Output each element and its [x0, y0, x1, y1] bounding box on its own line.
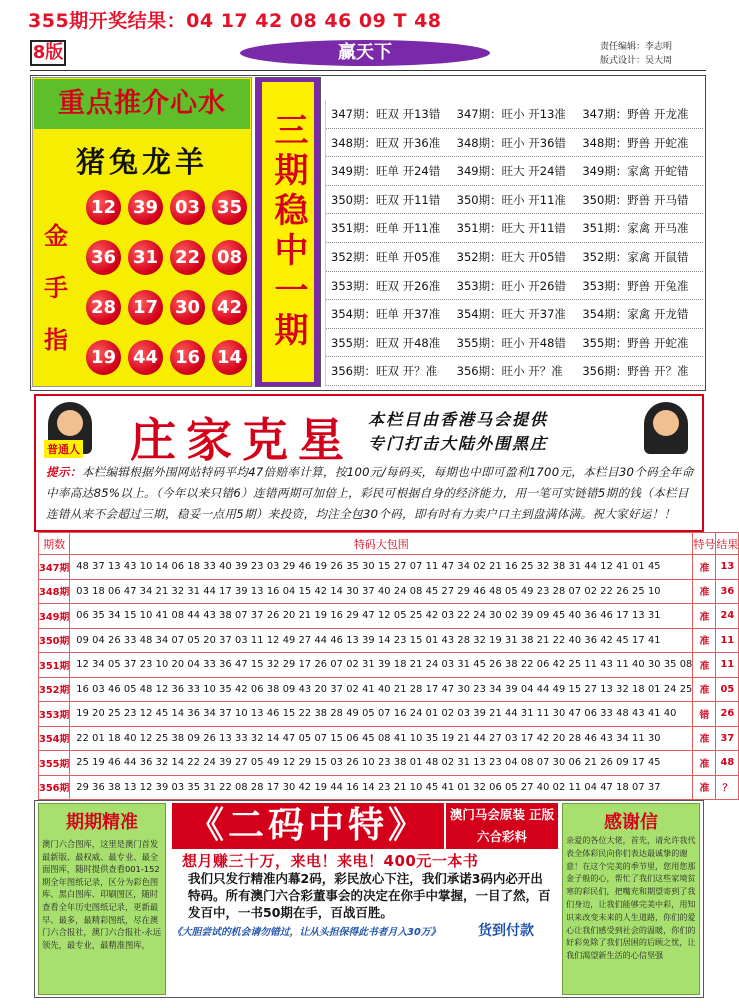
- record-cell: 356期：旺双 开？准: [331, 364, 438, 379]
- subtitle-line-2: 专门打击大陆外围黑庄: [368, 434, 549, 453]
- record-row: [326, 100, 703, 129]
- cod-label: 货到付款: [478, 923, 534, 939]
- number-ball: 36: [86, 240, 121, 275]
- number-ball: 30: [170, 290, 205, 325]
- record-row: [326, 214, 703, 243]
- record-cell: 350期：旺双 开11错: [331, 192, 441, 207]
- right-title: 感谢信: [604, 812, 658, 833]
- number-ball: 39: [128, 190, 163, 225]
- dealer-subtitle: [368, 408, 548, 456]
- ad-body: 我们只发行精准内幕2码，彩民放心下注，我们承诺3码内必开出特码。所有澳门六合彩董事会的决定在你手中掌握，一目了然，百发百中，一书50期在手，百战百胜。: [188, 871, 551, 920]
- number-ball: 22: [170, 240, 205, 275]
- record-cell: 352期：家禽 开鼠错: [582, 249, 689, 264]
- table-cell: 准: [693, 775, 716, 800]
- numbers-table: [38, 532, 739, 800]
- col-result: 结果: [716, 533, 739, 555]
- table-row: [39, 775, 739, 800]
- record-cell: 355期：野兽 开蛇准: [582, 335, 689, 350]
- record-cell: 355期：旺小 开48错: [456, 335, 566, 350]
- zodiac-list: 猪兔龙羊: [75, 145, 208, 179]
- tag-label: 普通人: [44, 440, 83, 458]
- table-row: [39, 604, 739, 629]
- record-cell: 348期：野兽 开蛇准: [582, 135, 689, 150]
- record-row: [326, 186, 703, 215]
- record-row: [326, 157, 703, 186]
- table-row: [39, 726, 739, 751]
- table-cell: 11: [716, 628, 739, 653]
- table-cell: 37: [716, 726, 739, 751]
- draw-result-header: 355期开奖结果：04 17 42 08 46 09 T 48: [28, 10, 442, 32]
- number-ball: 42: [212, 290, 247, 325]
- edition-badge: 8版: [30, 40, 66, 66]
- table-row: [39, 628, 739, 653]
- record-row: [326, 329, 703, 358]
- record-cell: 351期：旺大 开11错: [456, 221, 566, 236]
- left-text: 澳门六合图库，这里是澳门首发最新版、最权威、最专业、最全面图库，随时提供查看001-152期全年图纸记录，区分为彩色图库、黑白图库、印刷图区，随时查看全年历史图纸记录，更新最早、最多，最精彩图纸，尽在澳门六合报社，澳门六合报社-永远领先，最专业，最精准图库，: [42, 839, 162, 950]
- number-ball: 17: [128, 290, 163, 325]
- table-cell: 准: [693, 677, 716, 702]
- right-text: 亲爱的各位大佬，首先，请允许我代表全体彩民向你们表达最诚挚的谢意！在这个完美的季节里，您用您那金子般的心，帮忙了我们这些家境贫寒的彩民们，把嘴充和期望寄到了我们身边，让我们能够完美中彩，用知识来改变未来的人生道路，你们的爱心让我们感受到社会的温暖，你们的好彩免除了我们居困的后顾之忧，让我们渴望新生活的心信坚强: [566, 835, 696, 961]
- table-cell: 26: [716, 702, 739, 727]
- tip-label: 提示：: [46, 465, 82, 479]
- avatar-right: [644, 402, 688, 454]
- record-cell: 355期：旺双 开48准: [331, 335, 441, 350]
- banner-text: 三期稳中一期: [262, 82, 314, 382]
- record-cell: 353期：旺双 开26准: [331, 278, 441, 293]
- table-cell: ？: [716, 775, 739, 800]
- ad-hotline: 想月赚三十万，来电！来电！400元一本书: [182, 852, 479, 870]
- record-cell: 347期：旺双 开13错: [331, 107, 441, 121]
- col-period: 期数: [39, 533, 70, 555]
- table-cell: 错: [693, 702, 716, 727]
- table-cell: 353期: [39, 702, 70, 727]
- ribbon-title: 赢天下: [240, 40, 490, 66]
- gold-finger-label: 金手指: [44, 222, 68, 354]
- number-ball: 14: [212, 340, 247, 375]
- number-ball: 31: [128, 240, 163, 275]
- record-cell: 348期：旺小 开36错: [456, 135, 566, 150]
- record-cell: 350期：野兽 开马错: [582, 192, 689, 207]
- table-cell: 355期: [39, 751, 70, 776]
- record-cell: 351期：家禽 开马准: [582, 221, 689, 236]
- table-cell: 12 34 05 37 23 10 20 04 33 36 47 15 32 29 17 26 07 02 31 39 18 21 24 03 31 45 26 38 22 06 42 25 11 43 11 40 30 35 08: [70, 653, 693, 678]
- table-cell: 准: [693, 628, 716, 653]
- col-special: 特号: [693, 533, 716, 555]
- divider: [30, 70, 706, 71]
- table-cell: 09 04 26 33 48 34 07 05 20 37 03 11 12 49 27 44 46 13 39 14 23 15 01 43 28 32 19 31 38 21 22 40 36 42 45 17 41: [70, 628, 693, 653]
- table-cell: 350期: [39, 628, 70, 653]
- record-cell: 354期：家禽 开龙错: [582, 307, 689, 322]
- recommend-title: 重点推介心水: [34, 79, 250, 129]
- table-cell: 03 18 06 47 34 21 32 31 44 17 39 13 16 04 15 42 14 30 37 40 24 08 45 27 29 46 48 05 49 23 28 07 02 22 26 25 10: [70, 579, 693, 604]
- ad-footer: 《大胆尝试的机会请勿错过，让从头担保得此书者月入30万》: [172, 927, 441, 938]
- table-cell: 准: [693, 726, 716, 751]
- table-row: [39, 751, 739, 776]
- record-cell: 352期：旺大 开05错: [456, 249, 566, 264]
- table-cell: 准: [693, 653, 716, 678]
- table-cell: 29 36 38 13 12 39 03 35 31 22 08 28 17 30 42 19 44 16 14 23 21 10 45 41 01 32 06 05 27 40 02 11 04 47 18 07 37: [70, 775, 693, 800]
- table-cell: 05: [716, 677, 739, 702]
- table-cell: 准: [693, 751, 716, 776]
- record-row: [326, 272, 703, 301]
- record-cell: 353期：旺小 开26错: [456, 278, 566, 293]
- table-row: [39, 579, 739, 604]
- table-cell: 351期: [39, 653, 70, 678]
- tip-text: [46, 462, 696, 525]
- record-row: [326, 243, 703, 272]
- table-cell: 准: [693, 555, 716, 580]
- record-cell: 347期：旺小 开13准: [456, 107, 566, 121]
- record-cell: 356期：野兽 开？准: [582, 364, 689, 379]
- table-cell: 349期: [39, 604, 70, 629]
- editor-credit: 责任编辑：李志明: [600, 42, 673, 52]
- number-ball: 35: [212, 190, 247, 225]
- ad-badge: 澳门马会原装 正版六合彩料: [446, 803, 558, 849]
- table-cell: 13: [716, 555, 739, 580]
- record-cell: 347期：野兽 开龙准: [582, 107, 689, 121]
- record-cell: 356期：旺小 开？准: [456, 364, 563, 379]
- record-cell: 349期：旺单 开24错: [331, 164, 441, 179]
- table-row: [39, 653, 739, 678]
- left-title: 期期精准: [66, 812, 138, 833]
- record-cell: 354期：旺大 开37准: [456, 307, 566, 322]
- table-row: [39, 677, 739, 702]
- record-cell: 351期：旺单 开11准: [331, 221, 441, 236]
- ad-title: 《二码中特》: [172, 803, 444, 849]
- table-cell: 11: [716, 653, 739, 678]
- table-cell: 36: [716, 579, 739, 604]
- table-cell: 48 37 13 43 10 14 06 18 33 40 39 23 03 29 46 19 26 35 30 15 27 07 11 47 34 02 21 16 25 32 38 31 44 12 41 01 45: [70, 555, 693, 580]
- table-cell: 06 35 34 15 10 41 08 44 43 38 07 37 26 20 21 19 16 29 47 12 05 25 42 03 22 24 30 02 39 09 45 40 36 46 17 13 31: [70, 604, 693, 629]
- table-cell: 准: [693, 604, 716, 629]
- table-cell: 347期: [39, 555, 70, 580]
- record-cell: 348期：旺双 开36准: [331, 135, 441, 150]
- table-cell: 352期: [39, 677, 70, 702]
- record-row: [326, 357, 703, 386]
- table-row: [39, 555, 739, 580]
- record-cell: 349期：家禽 开蛇错: [582, 164, 689, 179]
- dealer-title: 庄家克星: [130, 413, 354, 467]
- table-cell: 22 01 18 40 12 25 38 09 26 13 33 32 14 47 05 07 15 06 45 08 41 10 35 19 21 44 27 03 17 42 20 28 46 43 34 11 30: [70, 726, 693, 751]
- table-cell: 准: [693, 579, 716, 604]
- record-cell: 353期：野兽 开兔准: [582, 278, 689, 293]
- record-list: [325, 100, 703, 386]
- number-ball: 08: [212, 240, 247, 275]
- table-cell: 356期: [39, 775, 70, 800]
- table-cell: 48: [716, 751, 739, 776]
- record-cell: 350期：旺小 开11准: [456, 192, 566, 207]
- record-cell: 354期：旺单 开37准: [331, 307, 441, 322]
- number-ball: 44: [128, 340, 163, 375]
- number-ball: 12: [86, 190, 121, 225]
- record-cell: 349期：旺大 开24错: [456, 164, 566, 179]
- table-cell: 19 20 25 23 12 45 14 36 34 37 10 13 46 15 22 38 28 49 05 07 16 24 01 02 03 39 21 44 31 11 30 47 06 33 48 43 41 40: [70, 702, 693, 727]
- col-numbers: 特码大包围: [70, 533, 693, 555]
- subtitle-line-1: 本栏目由香港马会提供: [368, 410, 549, 429]
- table-cell: 348期: [39, 579, 70, 604]
- record-row: [326, 300, 703, 329]
- record-row: [326, 129, 703, 158]
- credits: [600, 40, 672, 68]
- number-ball: 03: [170, 190, 205, 225]
- number-ball: 19: [86, 340, 121, 375]
- table-cell: 16 03 46 05 48 12 36 33 10 35 42 06 38 09 43 20 37 02 41 40 21 28 17 47 30 23 34 39 04 44 49 15 27 13 32 18 01 24 25: [70, 677, 693, 702]
- tip-body: 本栏编辑根据外围网站特码平均47倍赔率计算，按100元/每码买，每期也中即可盈利1700元，本栏目30个码全年命中率高达85%以上。（今年以来只错6）连错两期可加倍上，彩民可根据自身的经济能力，用一笔可实链错5期的钱（本栏目连错从来不会超过三期，稳妥一点用5期）来投资，均注全包30个码，即有时有力卖户口主到盘满体满。祝大家好运！！: [46, 465, 694, 521]
- table-cell: 24: [716, 604, 739, 629]
- record-cell: 352期：旺单 开05准: [331, 249, 441, 264]
- number-ball: 16: [170, 340, 205, 375]
- design-credit: 版式设计：吴大周: [600, 56, 673, 66]
- table-row: [39, 702, 739, 727]
- table-cell: 354期: [39, 726, 70, 751]
- number-ball: 28: [86, 290, 121, 325]
- table-cell: 25 19 46 44 36 32 14 22 24 39 27 05 49 12 29 15 03 26 10 23 38 01 48 02 31 13 23 04 08 07 30 06 21 26 09 17 45: [70, 751, 693, 776]
